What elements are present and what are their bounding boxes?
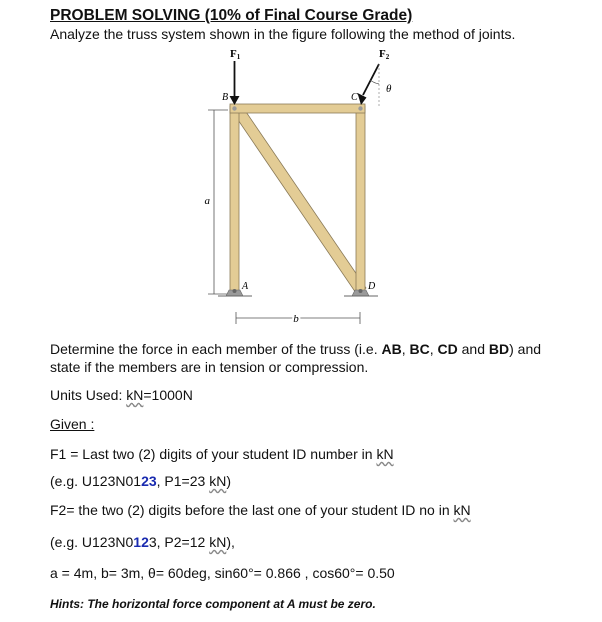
dimension-a xyxy=(208,110,228,294)
page-title: PROBLEM SOLVING (10% of Final Course Grade) xyxy=(50,7,413,24)
joint-b-pin xyxy=(232,106,236,110)
label-b: b xyxy=(293,313,299,325)
given-values: a = 4m, b= 3m, θ= 60deg, sin60°= 0.866 , cos60°= 0.50 xyxy=(50,565,395,581)
given-heading: Given : xyxy=(50,416,95,432)
page-subtitle: Analyze the truss system shown in the figure following the method of joints. xyxy=(50,26,516,42)
label-joint-d: D xyxy=(368,281,376,292)
truss-figure xyxy=(170,44,430,334)
truss-members xyxy=(230,104,366,296)
member-ab xyxy=(230,106,239,292)
f1-definition: F1 = Last two (2) digits of your student ID number in kN xyxy=(50,446,394,462)
f2-definition: F2= the two (2) digits before the last one of your student ID no in kN xyxy=(50,502,471,518)
member-ab-label: AB xyxy=(381,341,402,357)
label-joint-a: A xyxy=(242,281,249,292)
force-f2-arrow xyxy=(358,64,380,106)
f1-example: (e.g. U123N0123, P1=23 kN) xyxy=(50,473,231,489)
force-f1-arrow xyxy=(230,61,240,105)
member-cd-label: CD xyxy=(437,341,458,357)
member-bc xyxy=(230,104,365,113)
joint-c-pin xyxy=(358,106,362,110)
hint: Hints: The horizontal force component at A must be zero. xyxy=(50,597,376,611)
f2-example: (e.g. U123N0123, P2=12 kN), xyxy=(50,534,235,550)
label-theta: θ xyxy=(386,83,392,95)
label-f1: F1 xyxy=(230,48,241,61)
task-description: Determine the force in each member of the truss (i.e. AB, BC, CD and BD) and state if the members are in tension or compression. xyxy=(50,341,542,375)
member-bc-label: BC xyxy=(409,341,430,357)
units-used: Units Used: kN=1000N xyxy=(50,387,193,403)
member-cd xyxy=(356,106,365,292)
label-f2: F2 xyxy=(379,48,390,61)
label-a: a xyxy=(204,195,210,207)
member-bd xyxy=(234,106,366,296)
label-joint-b: B xyxy=(222,92,229,103)
member-bd-label: BD xyxy=(488,341,510,357)
label-joint-c: C xyxy=(351,92,358,103)
